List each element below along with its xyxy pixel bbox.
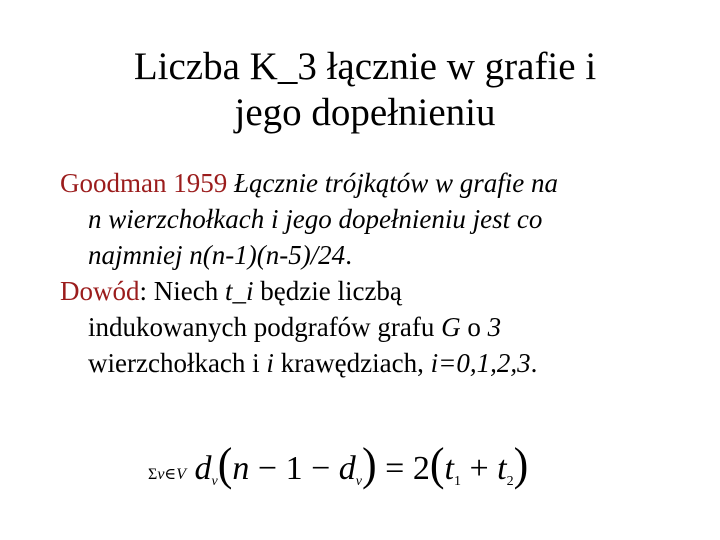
proof-period: . bbox=[530, 348, 538, 378]
formula-n: n bbox=[232, 450, 250, 487]
formula-t1: t bbox=[444, 450, 454, 487]
proof-paragraph bbox=[60, 273, 680, 381]
title-line-1: Liczba K_3 łącznie w grafie i bbox=[133, 45, 597, 88]
slide-title bbox=[60, 44, 670, 136]
title-line-2: jego dopełnieniu bbox=[234, 91, 496, 134]
formula-t1-subscript: 1 bbox=[453, 474, 461, 489]
sum-symbol: Σ bbox=[148, 466, 158, 483]
theorem-line-2: n wierzchołkach i jego dopełnieniu jest co bbox=[88, 204, 543, 234]
formula-d-subscript: v bbox=[211, 474, 218, 489]
degree-sum-formula bbox=[148, 440, 528, 490]
slide-body bbox=[60, 165, 680, 381]
theorem-paragraph bbox=[60, 165, 680, 273]
proof-three: 3 bbox=[487, 312, 502, 342]
proof-graph-g: G bbox=[441, 312, 461, 342]
proof-line-3a: wierzchołkach i bbox=[88, 348, 267, 378]
formula-rparen-2: ) bbox=[513, 438, 529, 491]
theorem-author: Goodman 1959 bbox=[60, 168, 228, 198]
proof-text-2: będzie liczbą bbox=[253, 276, 402, 306]
formula-plus: + bbox=[460, 450, 498, 487]
theorem-line-3: najmniej n(n-1)(n-5)/24 bbox=[88, 240, 346, 270]
proof-colon: : bbox=[139, 276, 148, 306]
formula-d: d bbox=[194, 450, 212, 487]
proof-text-1: Niech bbox=[147, 276, 225, 306]
formula-lparen-2: ( bbox=[429, 438, 445, 491]
formula-t2: t bbox=[497, 450, 507, 487]
formula-lparen: ( bbox=[217, 438, 233, 491]
theorem-line-1: Łącznie trójkątów w grafie na bbox=[233, 168, 558, 198]
proof-i: i bbox=[266, 348, 274, 378]
proof-line-3b: krawędziach, bbox=[273, 348, 431, 378]
proof-ti: t_i bbox=[224, 276, 254, 306]
proof-line-2b: o bbox=[460, 312, 488, 342]
formula-equals-two: = 2 bbox=[376, 450, 430, 487]
formula-d-2: d bbox=[338, 450, 356, 487]
theorem-period: . bbox=[345, 240, 352, 270]
proof-line-2a: indukowanych podgrafów grafu bbox=[88, 312, 442, 342]
sum-subscript: v∈V bbox=[157, 466, 187, 483]
proof-label: Dowód bbox=[60, 276, 140, 306]
formula-d-2-subscript: v bbox=[355, 474, 362, 489]
formula-rparen: ) bbox=[361, 438, 377, 491]
formula-t2-subscript: 2 bbox=[506, 474, 514, 489]
formula-minus: − 1 − bbox=[249, 450, 339, 487]
proof-range: i=0,1,2,3 bbox=[430, 348, 531, 378]
